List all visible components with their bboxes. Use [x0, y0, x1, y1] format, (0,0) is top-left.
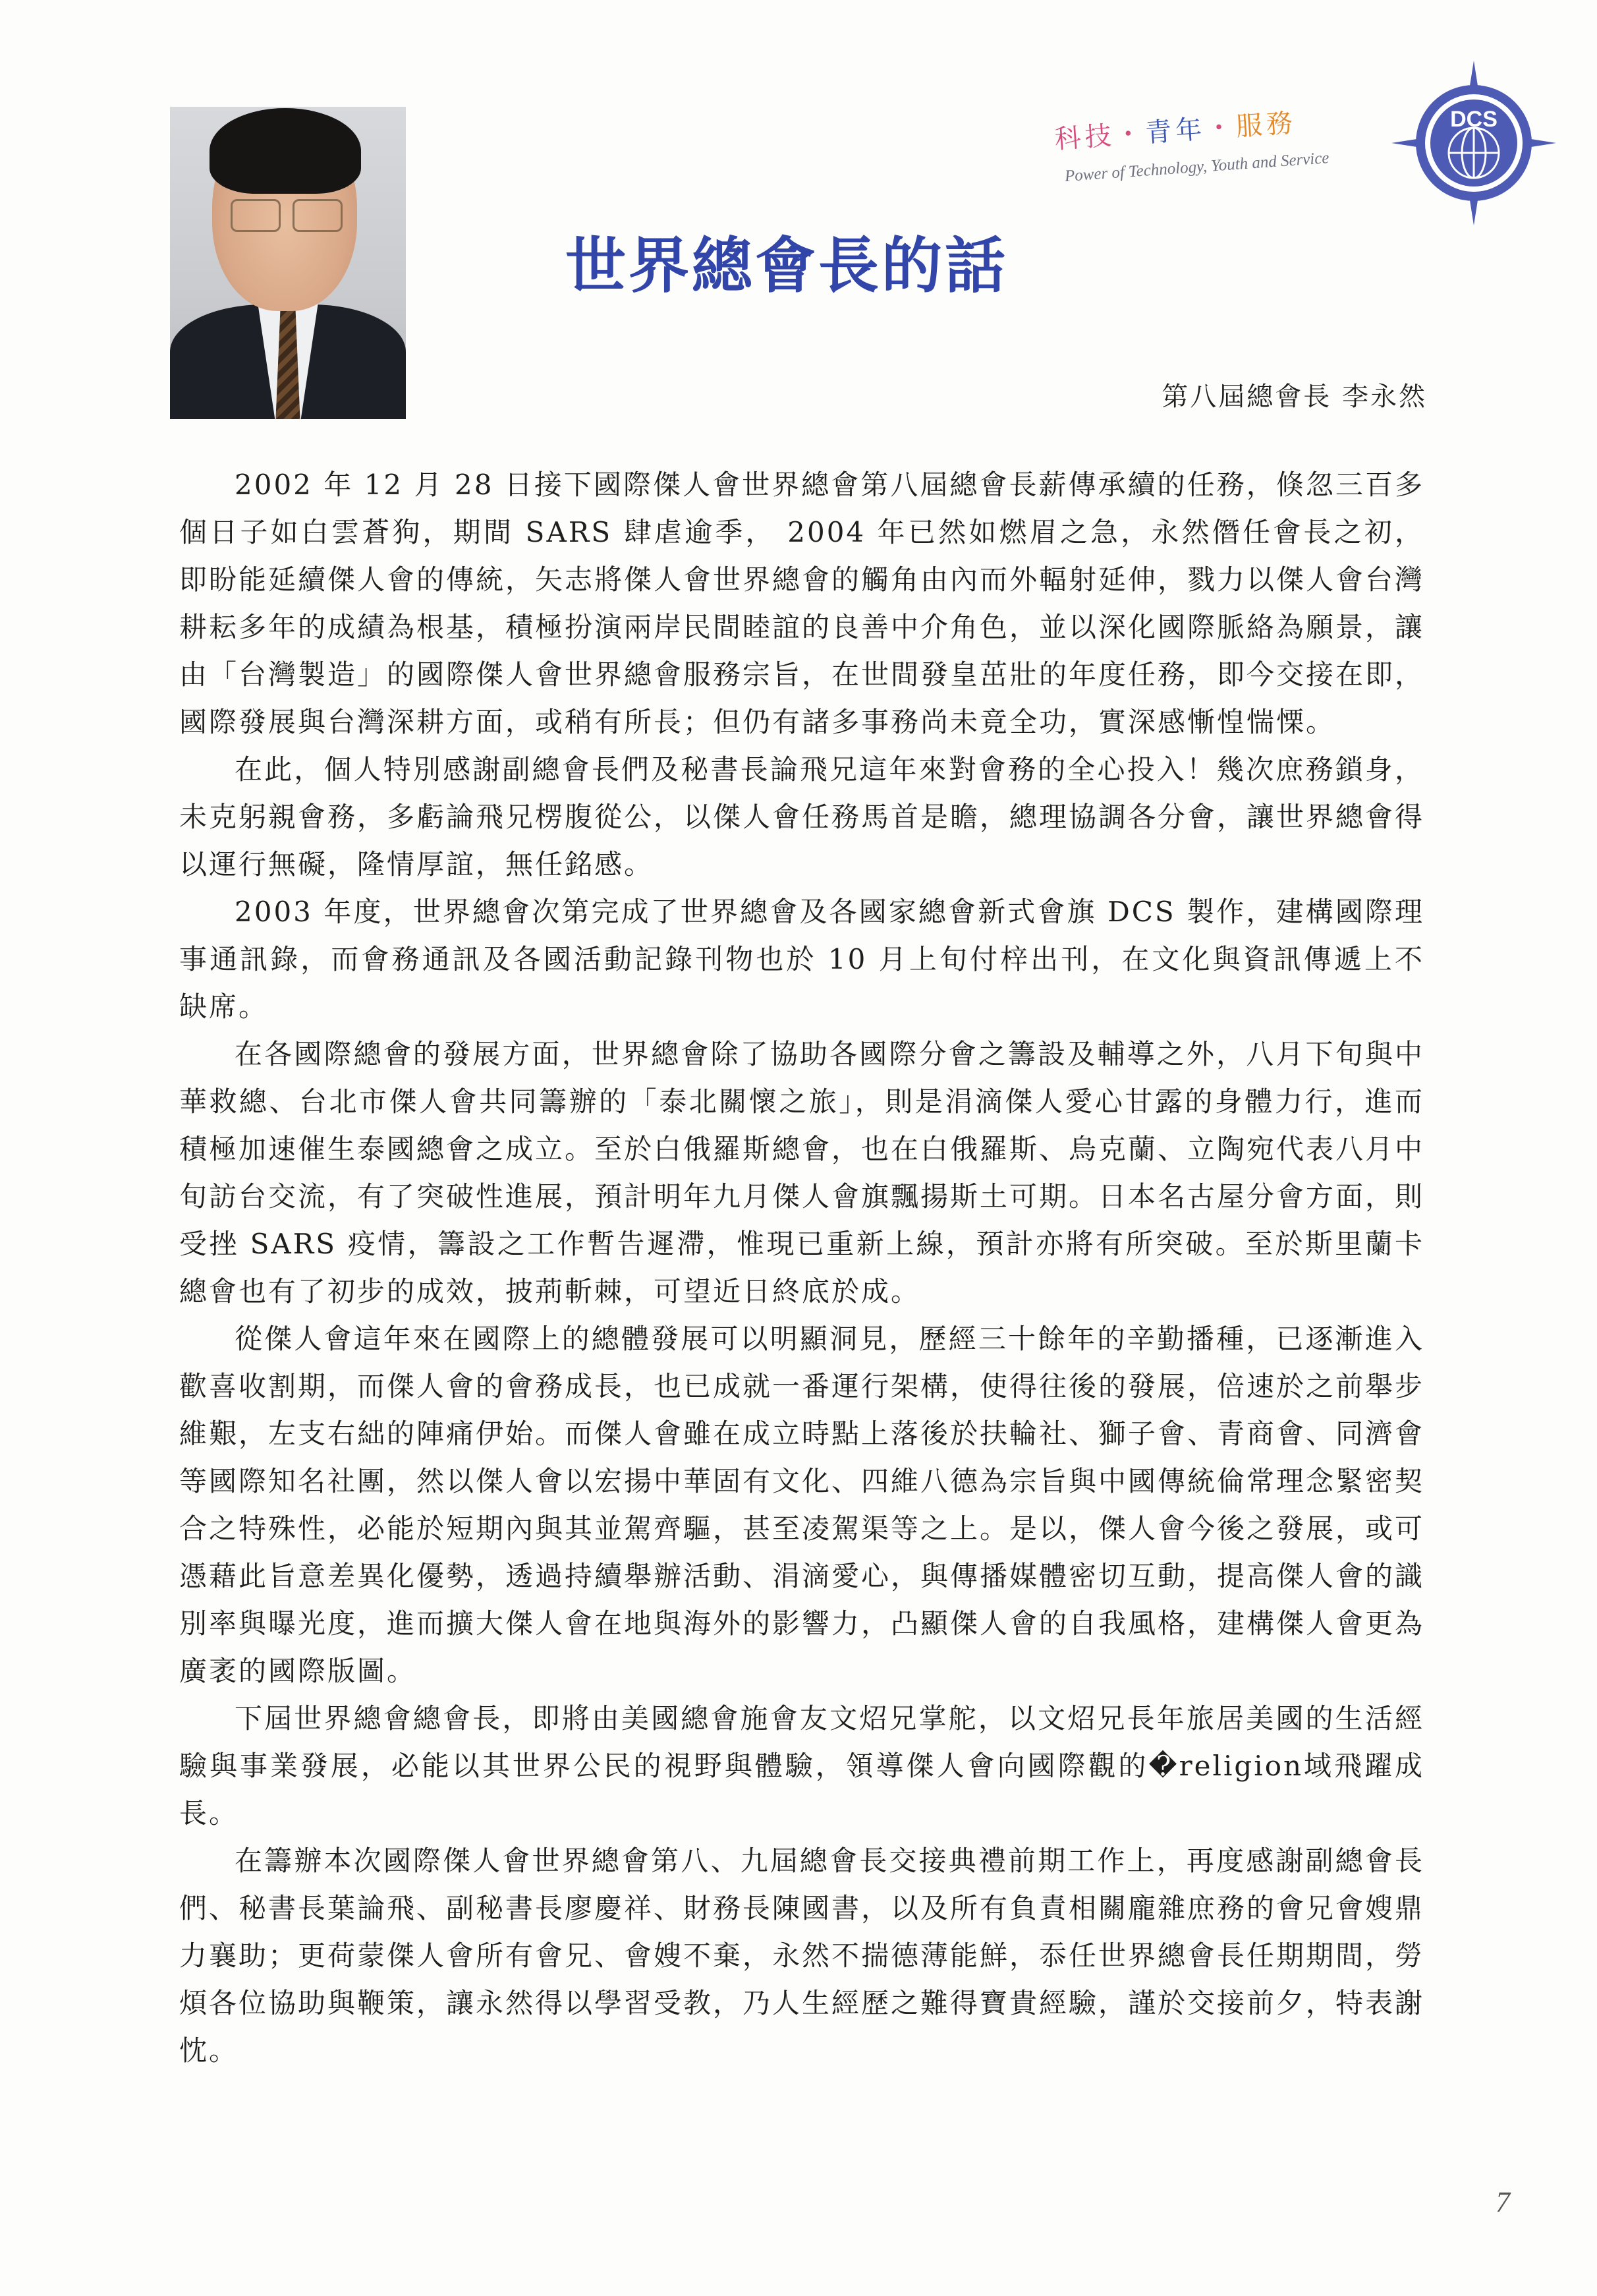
paragraph: 下屆世界總會總會長，即將由美國總會施會友文炤兄掌舵，以文炤兄長年旅居美國的生活經驗與事業發展，必能以其世界公民的視野與體驗，領導傑人會向國際觀的�religion域飛躍成長。 — [179, 1702, 1424, 1829]
paragraph: 2003 年度，世界總會次第完成了世界總會及各國家總會新式會旗 DCS 製作，建構國際理事通訊錄，而會務通訊及各國活動記錄刊物也於 10 月上旬付梓出刊，在文化與資訊傳遞上不缺席。 — [179, 896, 1424, 1023]
slogan-english: Power of Technology, Youth and Service — [1064, 149, 1330, 186]
paragraph: 在各國際總會的發展方面，世界總會除了協助各國際分會之籌設及輔導之外，八月下旬與中華救總、台北市傑人會共同籌辦的「泰北關懷之旅」，則是涓滴傑人愛心甘露的身體力行，進而積極加速催生泰國總會之成立。至於白俄羅斯總會，也在白俄羅斯、烏克蘭、立陶宛代表八月中旬訪台交流，有了突破性進展，預計明年九月傑人會旗飄揚斯土可期。日本名古屋分會方面，則受挫 SARS 疫情，籌設之工作暫告遲滯，惟現已重新上線，預計亦將有所突破。至於斯里蘭卡總會也有了初步的成效，披荊斬棘，可望近日終底於成。 — [179, 1038, 1425, 1307]
paragraph: 在籌辦本次國際傑人會世界總會第八、九屆總會長交接典禮前期工作上，再度感謝副總會長們、秘書長葉論飛、副秘書長廖慶祥、財務長陳國書，以及所有負責相關龐雜庶務的會兄會嫂鼎力襄助；更荷蒙傑人會所有會兄、會嫂不棄，永然不揣德薄能鮮，忝任世界總會長任期期間，勞煩各位協助與鞭策，讓永然得以學習受教，乃人生經歷之難得寶貴經驗，謹於交接前夕，特表謝忱。 — [179, 1845, 1425, 2067]
slogan-separator: ・ — [1113, 118, 1147, 151]
slogan-word-technology: 科技 — [1053, 120, 1117, 156]
paragraph: 從傑人會這年來在國際上的總體發展可以明顯洞見，歷經三十餘年的辛勤播種，已逐漸進入歡喜收割期，而傑人會的會務成長，也已成就一番運行架構，使得往後的發展，倍速於之前舉步維艱，左支右絀的陣痛伊始。而傑人會雖在成立時點上落後於扶輪社、獅子會、青商會、同濟會等國際知名社團，然以傑人會以宏揚中華固有文化、四維八德為宗旨與中國傳統倫常理念緊密契合之特殊性，必能於短期內與其並駕齊驅，甚至凌駕渠等之上。是以，傑人會今後之發展，或可憑藉此旨意差異化優勢，透過持續舉辦活動、涓滴愛心，與傳播媒體密切互動，提高傑人會的識別率與曝光度，進而擴大傑人會在地與海外的影響力，凸顯傑人會的自我風格，建構傑人會更為廣袤的國際版圖。 — [179, 1323, 1425, 1687]
slogan-word-service: 服務 — [1235, 107, 1298, 142]
page-title: 世界總會長的話 — [565, 230, 1009, 301]
article-body — [179, 461, 1424, 2075]
paragraph: 2002 年 12 月 28 日接下國際傑人會世界總會第八屆總會長薪傳承續的任務，倏忽三百多個日子如白雲蒼狗，期間 SARS 肆虐逾季， 2004 年已然如燃眉之急，永然僭任會長之初，即盼能延續傑人會的傳統，矢志將傑人會世界總會的觸角由內而外輻射延伸，戮力以傑人會台灣耕耘多年的成績為根基，積極扮演兩岸民間睦誼的良善中介角色，並以深化國際脈絡為願景，讓由「台灣製造」的國際傑人會世界總會服務宗旨，在世間發皇茁壯的年度任務，即今交接在即，國際發展與台灣深耕方面，或稍有所長；但仍有諸多事務尚未竟全功，實深感慚惶惴慄。 — [179, 469, 1425, 738]
president-portrait-photo — [170, 107, 406, 419]
paragraph: 在此，個人特別感謝副總會長們及秘書長論飛兄這年來對會務的全心投入！幾次庶務鎖身，未克躬親會務，多虧論飛兄楞腹從公，以傑人會任務馬首是瞻，總理協調各分會，讓世界總會得以運行無礙，隆情厚誼，無任銘感。 — [179, 753, 1425, 880]
page-number: 7 — [1496, 2186, 1510, 2218]
logo-text: DCS — [1450, 107, 1498, 132]
slogan-separator: ・ — [1204, 111, 1237, 145]
dcs-logo-icon — [1391, 61, 1556, 225]
slogan-word-youth: 青年 — [1144, 114, 1207, 149]
author-byline: 第八屆總會長 李永然 — [1162, 382, 1427, 412]
